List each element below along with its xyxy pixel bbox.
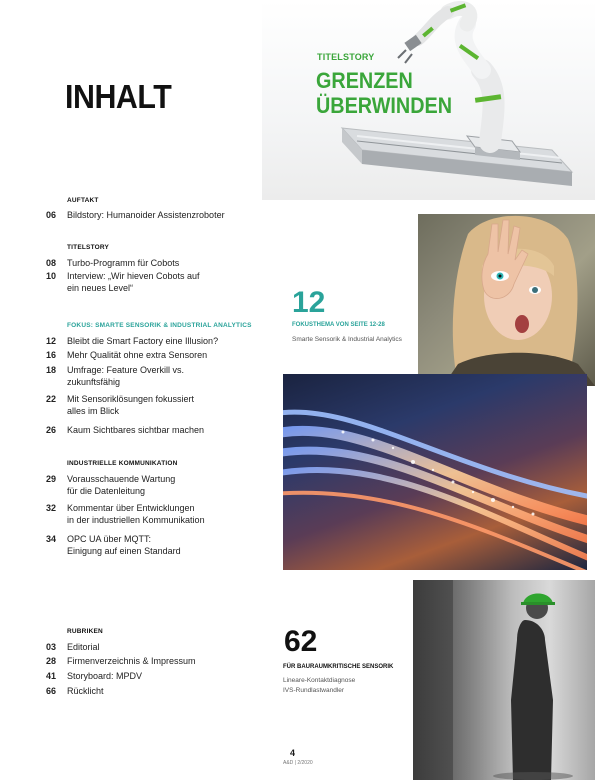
data-cables-photo xyxy=(283,374,587,570)
toc-entry-title xyxy=(67,655,257,667)
toc-entry-title-line2: ein neues Level“ xyxy=(67,283,134,293)
toc-entry-title-line1: Bleibt die Smart Factory eine Illusion? xyxy=(67,336,219,346)
toc-entry-page: 28 xyxy=(46,656,57,666)
footer-issue: A&D | 2/2020 xyxy=(283,760,313,766)
woman-illustration xyxy=(418,214,595,386)
focus-callout-number: 12 xyxy=(292,286,326,319)
toc-entry-title xyxy=(67,257,257,269)
toc-entry-title xyxy=(67,349,257,361)
focus-callout-subtitle: Smarte Sensorik & Industrial Analytics xyxy=(292,336,402,343)
toc-entry-page: 06 xyxy=(46,210,57,220)
cover-story-kicker: TITELSTORY xyxy=(317,52,375,62)
toc-entry-title xyxy=(67,473,257,497)
toc-entry-page: 08 xyxy=(46,258,57,268)
page-title: INHALT xyxy=(65,78,172,115)
toc-entry-title-line1: Bildstory: Humanoider Assistenzroboter xyxy=(67,210,225,220)
toc-entry-title-line1: Umfrage: Feature Overkill vs. xyxy=(67,365,185,375)
cover-story-headline xyxy=(316,68,452,118)
toc-entry-title xyxy=(67,502,257,526)
toc-entry-page: 29 xyxy=(46,474,57,484)
toc-entry[interactable] xyxy=(46,473,266,497)
toc-section-heading: TITELSTORY xyxy=(67,244,110,251)
toc-entry-page: 34 xyxy=(46,534,57,544)
toc-section-heading: RUBRIKEN xyxy=(67,628,103,635)
cover-story-headline-line2: ÜBERWINDEN xyxy=(316,93,453,118)
toc-entry-title xyxy=(67,670,257,682)
toc-entry-title-line2: für die Datenleitung xyxy=(67,486,146,496)
toc-entry-title-line1: Interview: „Wir hieven Cobots auf xyxy=(67,271,200,281)
toc-entry-page: 26 xyxy=(46,425,57,435)
toc-entry-title-line1: Mit Sensoriklösungen fokussiert xyxy=(67,394,195,404)
sensor-callout-label: FÜR BAURAUMKRITISCHE SENSORIK xyxy=(283,664,394,670)
toc-entry-title-line2: in der industriellen Kommunikation xyxy=(67,515,205,525)
worker-hardhat-photo xyxy=(413,580,595,780)
sensor-callout-subtitle-line2: IVS-Rundlastwandler xyxy=(283,687,345,694)
toc-entry[interactable] xyxy=(46,685,266,697)
toc-entry-title-line2: alles im Blick xyxy=(67,406,120,416)
toc-entry-page: 10 xyxy=(46,271,57,281)
toc-entry-page: 18 xyxy=(46,365,57,375)
toc-entry[interactable] xyxy=(46,335,266,347)
toc-entry-title-line1: Vorausschauende Wartung xyxy=(67,474,176,484)
toc-entry[interactable] xyxy=(46,393,266,417)
woman-eye-hand-photo xyxy=(418,214,595,386)
toc-entry-title-line1: Storyboard: MPDV xyxy=(67,671,143,681)
toc-entry-title-line1: Mehr Qualität ohne extra Sensoren xyxy=(67,350,208,360)
toc-entry-title xyxy=(67,641,257,653)
toc-entry-title-line1: Editorial xyxy=(67,642,100,652)
toc-entry[interactable] xyxy=(46,655,266,667)
toc-entry[interactable] xyxy=(46,641,266,653)
sensor-callout-subtitle-line1: Lineare-Kontaktdiagnose xyxy=(283,677,356,684)
toc-entry[interactable] xyxy=(46,533,266,557)
toc-entry-title-line2: Einigung auf einen Standard xyxy=(67,546,181,556)
page-number: 4 xyxy=(290,748,296,758)
toc-entry-page: 41 xyxy=(46,671,57,681)
toc-entry-title-line1: Rücklicht xyxy=(67,686,104,696)
toc-entry-page: 12 xyxy=(46,336,57,346)
toc-entry-title-line2: zukunftsfähig xyxy=(67,377,121,387)
toc-entry-page: 32 xyxy=(46,503,57,513)
toc-entry[interactable] xyxy=(46,364,266,388)
toc-entry[interactable] xyxy=(46,209,266,221)
toc-entry[interactable] xyxy=(46,670,266,682)
toc-entry[interactable] xyxy=(46,257,266,269)
toc-entry[interactable] xyxy=(46,502,266,526)
toc-entry-title xyxy=(67,393,257,417)
toc-entry-title-line1: Firmenverzeichnis & Impressum xyxy=(67,656,196,666)
toc-section-heading: AUFTAKT xyxy=(67,197,99,204)
toc-entry-title-line1: Kommentar über Entwicklungen xyxy=(67,503,195,513)
cables-illustration xyxy=(283,374,587,570)
toc-entry-page: 03 xyxy=(46,642,57,652)
toc-entry-title-line1: Turbo-Programm für Cobots xyxy=(67,258,180,268)
toc-section-heading: INDUSTRIELLE KOMMUNIKATION xyxy=(67,460,178,467)
sensor-callout-number: 62 xyxy=(284,625,318,658)
toc-entry[interactable] xyxy=(46,349,266,361)
toc-section-heading: FOKUS: SMARTE SENSORIK & INDUSTRIAL ANALYTICS xyxy=(67,322,252,329)
toc-entry-title xyxy=(67,533,257,557)
toc-entry[interactable] xyxy=(46,424,266,436)
toc-entry-title xyxy=(67,685,257,697)
toc-entry-title-line1: Kaum Sichtbares sichtbar machen xyxy=(67,425,205,435)
toc-entry-title xyxy=(67,424,257,436)
toc-entry-page: 66 xyxy=(46,686,57,696)
toc-entry-title xyxy=(67,270,257,294)
cover-story-headline-line1: GRENZEN xyxy=(316,68,413,93)
toc-entry-title-line1: OPC UA über MQTT: xyxy=(67,534,152,544)
focus-callout-label: FOKUSTHEMA VON SEITE 12-28 xyxy=(292,322,385,328)
toc-entry-title xyxy=(67,364,257,388)
toc-entry-title xyxy=(67,335,257,347)
toc-entry-page: 22 xyxy=(46,394,57,404)
toc-entry[interactable] xyxy=(46,270,266,294)
toc-entry-page: 16 xyxy=(46,350,57,360)
worker-illustration xyxy=(413,580,595,780)
toc-entry-title xyxy=(67,209,257,221)
